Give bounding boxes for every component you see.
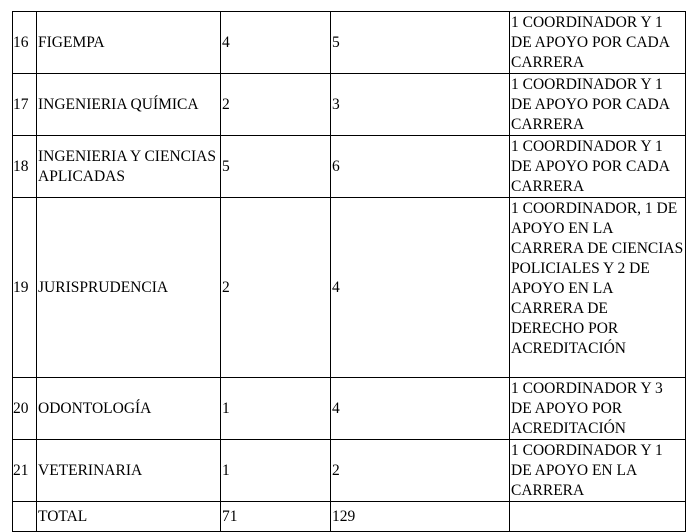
table-row bbox=[13, 198, 686, 378]
value-col-3: 1 bbox=[221, 440, 331, 502]
table-row bbox=[13, 136, 686, 198]
note-cell: 1 COORDINADOR Y 1 DE APOYO POR CADA CARRERA bbox=[510, 74, 686, 136]
row-number: 21 bbox=[13, 440, 37, 502]
total-col-4: 129 bbox=[331, 502, 510, 532]
total-col-3: 71 bbox=[221, 502, 331, 532]
table-row bbox=[13, 378, 686, 440]
row-number: 20 bbox=[13, 378, 37, 440]
value-col-3: 4 bbox=[221, 12, 331, 74]
table-row bbox=[13, 440, 686, 502]
faculty-name: VETERINARIA bbox=[37, 440, 221, 502]
row-number: 17 bbox=[13, 74, 37, 136]
faculty-name: FIGEMPA bbox=[37, 12, 221, 74]
total-label: TOTAL bbox=[37, 502, 221, 532]
faculty-name: INGENIERIA Y CIENCIAS APLICADAS bbox=[37, 136, 221, 198]
value-col-4: 2 bbox=[331, 440, 510, 502]
table-row bbox=[13, 12, 686, 74]
value-col-4: 3 bbox=[331, 74, 510, 136]
note-cell: 1 COORDINADOR Y 3 DE APOYO POR ACREDITACIÓN bbox=[510, 378, 686, 440]
total-row bbox=[13, 502, 686, 532]
value-col-3: 2 bbox=[221, 74, 331, 136]
row-number bbox=[13, 502, 37, 532]
value-col-4: 4 bbox=[331, 198, 510, 378]
value-col-3: 1 bbox=[221, 378, 331, 440]
note-cell: 1 COORDINADOR Y 1 DE APOYO POR CADA CARRERA bbox=[510, 136, 686, 198]
note-cell: 1 COORDINADOR Y 1 DE APOYO POR CADA CARRERA bbox=[510, 12, 686, 74]
row-number: 16 bbox=[13, 12, 37, 74]
value-col-3: 2 bbox=[221, 198, 331, 378]
row-number: 19 bbox=[13, 198, 37, 378]
value-col-3: 5 bbox=[221, 136, 331, 198]
value-col-4: 6 bbox=[331, 136, 510, 198]
faculty-name: ODONTOLOGÍA bbox=[37, 378, 221, 440]
table-body bbox=[13, 12, 686, 532]
table-row bbox=[13, 74, 686, 136]
note-cell: 1 COORDINADOR, 1 DE APOYO EN LA CARRERA DE CIENCIAS POLICIALES Y 2 DE APOYO EN LA CARRERA DE DERECHO POR ACREDITACIÓN bbox=[510, 198, 686, 378]
value-col-4: 5 bbox=[331, 12, 510, 74]
data-table bbox=[12, 11, 686, 532]
row-number: 18 bbox=[13, 136, 37, 198]
note-cell: 1 COORDINADOR Y 1 DE APOYO EN LA CARRERA bbox=[510, 440, 686, 502]
faculty-name: JURISPRUDENCIA bbox=[37, 198, 221, 378]
faculty-name: INGENIERIA QUÍMICA bbox=[37, 74, 221, 136]
total-note-cell bbox=[510, 502, 686, 532]
value-col-4: 4 bbox=[331, 378, 510, 440]
